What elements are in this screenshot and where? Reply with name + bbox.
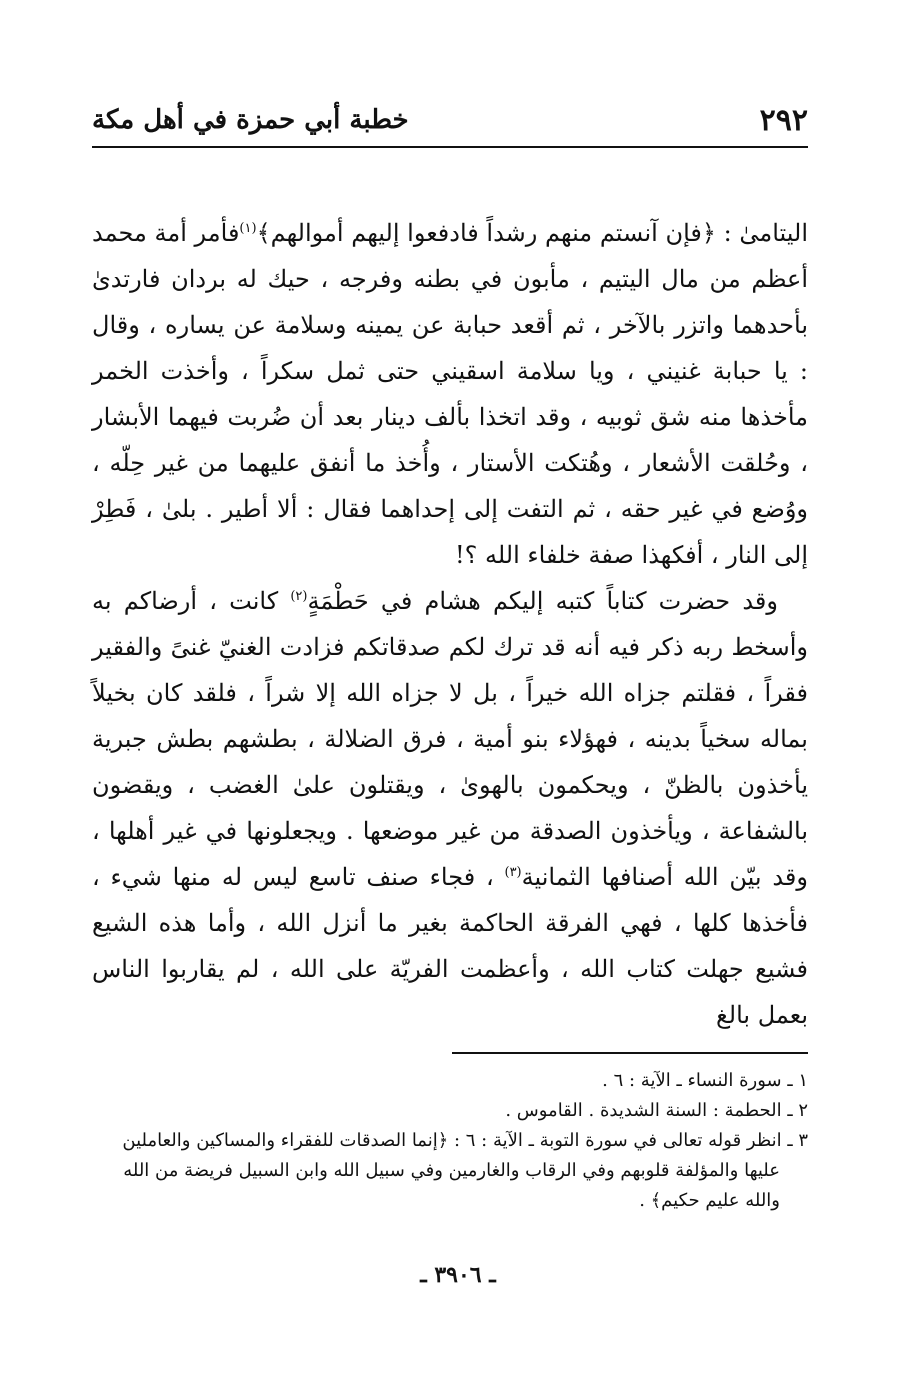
- footnote-2: ٢ ـ الحطمة : السنة الشديدة . القاموس .: [505, 1100, 808, 1121]
- paragraph-2-part-a: وقد حضرت كتاباً كتبه إليكم هشام في حَطْمَةٍ: [307, 587, 778, 615]
- body-text: [92, 210, 808, 1038]
- footnote-3: [92, 1126, 808, 1216]
- footnote-marker-3: (٣): [504, 865, 522, 880]
- footnotes: [92, 1066, 808, 1216]
- paragraph-2-part-c: ، فجاء صنف تاسع ليس له منها شيء ، فأخذها كلها ، فهي الفرقة الحاكمة بغير ما أنزل الله ، وأما هذه الشيع فشيع جهلت كتاب الله ، وأعظمت الفريّة على الله ، لم يقاربوا الناس بعمل بالغ: [92, 863, 808, 1029]
- paragraph-1-part-a: اليتامىٰ : ﴿فإن آنستم منهم رشداً فادفعوا إليهم أموالهم﴾: [256, 219, 808, 247]
- paragraph-2-part-b: كانت ، أرضاكم به وأسخط ربه ذكر فيه أنه قد ترك لكم صدقاتكم فزادت الغنيّ غنىً والفقير فقراً ، فقلتم جزاه الله خيراً ، بل لا جزاه الله إلا شراً ، فلقد كان بخيلاً بماله سخياً بدينه ، فهؤلاء بنو أمية ، فرق الضلالة ، بطشهم بطش جبرية يأخذون بالظنّ ، ويحكمون بالهوىٰ ، ويقتلون علىٰ الغضب ، ويقضون بالشفاعة ، ويأخذون الصدقة من غير موضعها . ويجعلونها في غير أهلها ، وقد بيّن الله أصنافها الثمانية: [92, 587, 808, 891]
- paragraph-2: [92, 578, 808, 1038]
- footer-page-number: ـ ٣٩٠٦ ـ: [420, 1262, 496, 1288]
- footnote-3-line: ٣ ـ انظر قوله تعالى في سورة التوبة ـ الآية : ٦ : ﴿إنما الصدقات للفقراء والمساكين والعاملين: [122, 1130, 808, 1151]
- footnote-marker-1: (١): [239, 221, 257, 236]
- running-title: خطبة أبي حمزة في أهل مكة: [92, 105, 409, 135]
- page-number: ٢٩٢: [759, 102, 808, 138]
- footnote-3-continuation: عليها والمؤلفة قلوبهم وفي الرقاب والغارمين وفي سبيل الله وابن السبيل فريضة من الله والله عليم حكيم﴾ .: [123, 1160, 780, 1211]
- paragraph-1: [92, 210, 808, 578]
- footnote-rule: [452, 1052, 808, 1054]
- paragraph-1-part-b: فأمر أمة محمد أعظم من مال اليتيم ، مأبون في بطنه وفرجه ، حيك له بردان فارتدىٰ بأحدهما واتزر بالآخر ، ثم أقعد حبابة عن يمينه وسلامة عن يساره ، وقال : يا حبابة غنيني ، ويا سلامة اسقيني حتى ثمل سكراً ، وأخذت الخمر مأخذها منه شق ثوبيه ، وقد اتخذا بألف دينار بعد أن ضُربت فيهما الأبشار ، وحُلقت الأشعار ، وهُتكت الأستار ، وأُخذ ما أنفق عليهما من غير حِلّه ، ووُضع في غير حقه ، ثم التفت إلى إحداهما فقال : ألا أطير . بلىٰ ، فَطِرْ إلى النار ، أفكهذا صفة خلفاء الله ؟!: [92, 219, 808, 569]
- footnote-1: ١ ـ سورة النساء ـ الآية : ٦ .: [602, 1070, 808, 1091]
- footnote-marker-2: (٢): [290, 589, 308, 604]
- running-head: [92, 92, 808, 148]
- header-rule: [92, 146, 808, 148]
